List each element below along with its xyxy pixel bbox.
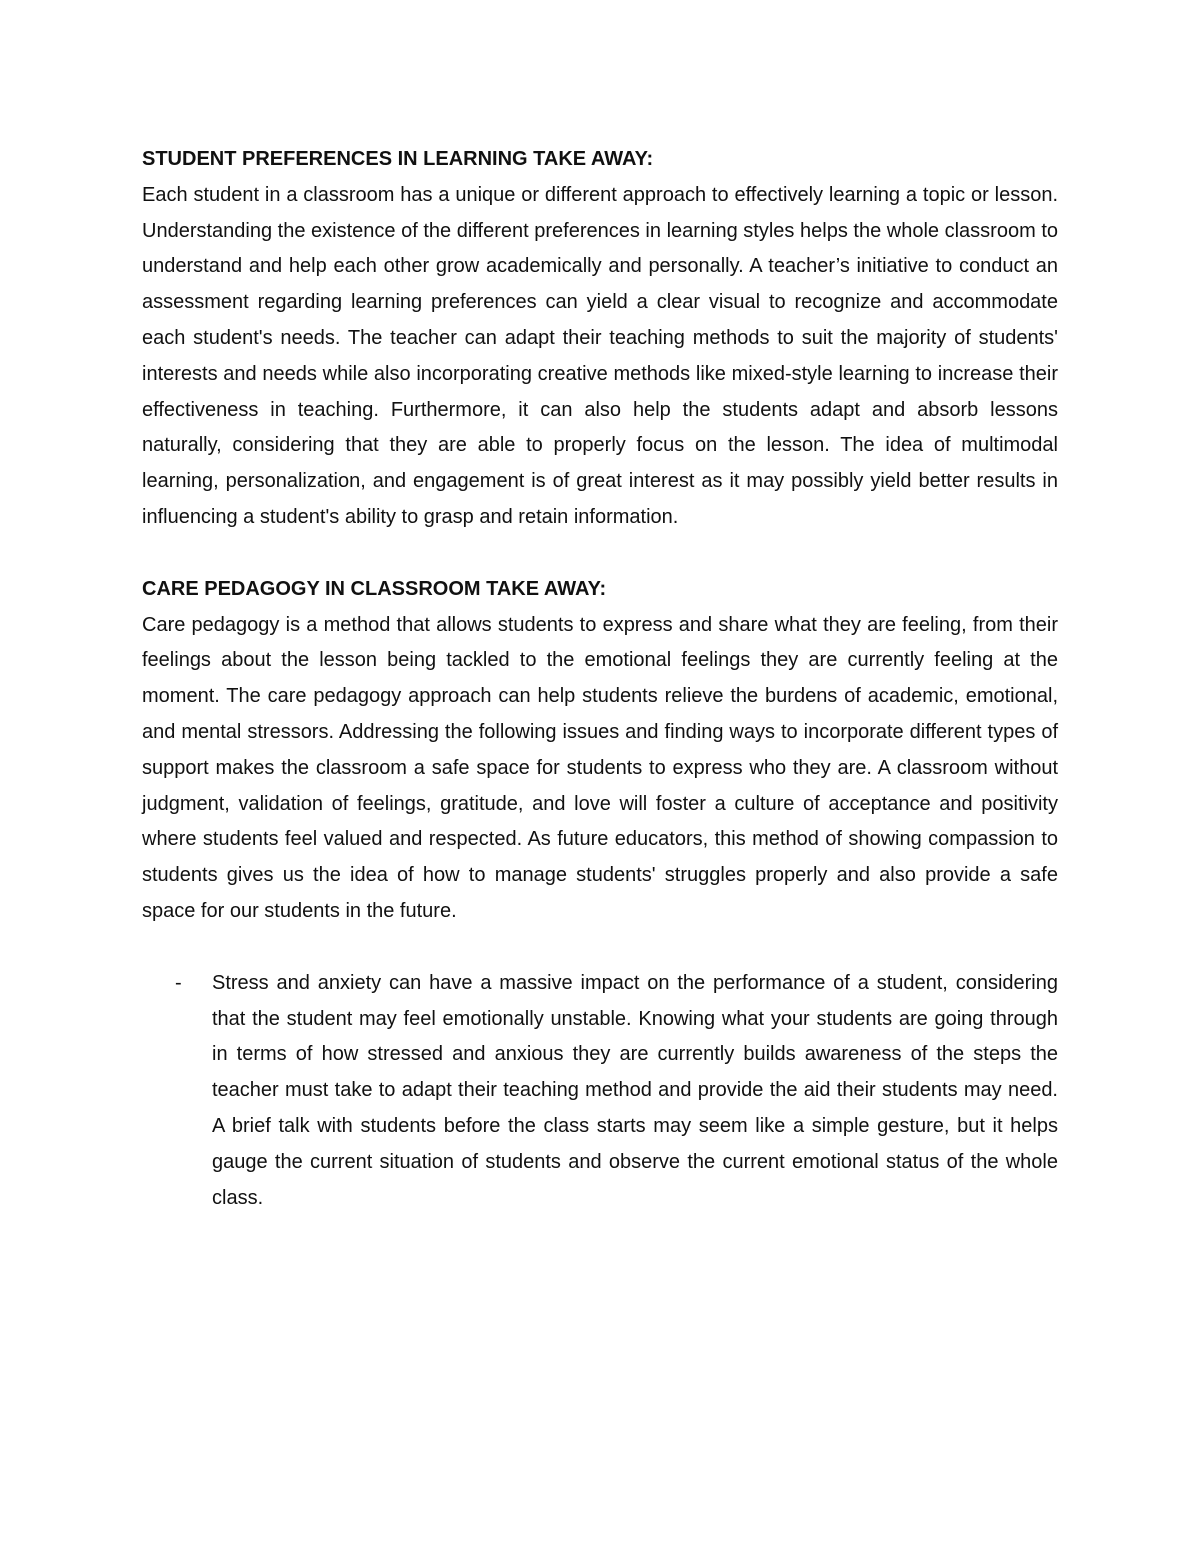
paragraph-spacer (142, 536, 1058, 572)
bullet-list (142, 966, 1058, 1217)
dash-bullet-icon: - (175, 971, 182, 994)
list-item-text: Stress and anxiety can have a massive impact on the performance of a student, considering that the student may feel emotionally unstable. Knowing what your students are going through in terms of how stressed and anxious they are currently builds awareness of the steps the teacher must take to adapt their teaching method and provide the aid their students may need. A brief talk with students before the class starts may seem like a simple gesture, but it helps gauge the current situation of students and observe the current emotional status of the whole class. (212, 971, 1058, 1209)
section-care-pedagogy (142, 572, 1058, 930)
section-student-preferences (142, 142, 1058, 536)
section-body: Care pedagogy is a method that allows students to express and share what they are feeling, from their feelings about the lesson being tackled to the emotional feelings they are currently feeling at the moment. The care pedagogy approach can help students relieve the burdens of academic, emotional, and mental stressors. Addressing the following issues and finding ways to incorporate different types of support makes the classroom a safe space for students to express who they are. A classroom without judgment, validation of feelings, gratitude, and love will foster a culture of acceptance and positivity where students feel valued and respected. As future educators, this method of showing compassion to students gives us the idea of how to manage students' struggles properly and also provide a safe space for our students in the future. (142, 613, 1058, 922)
list-item (142, 966, 1058, 1217)
section-heading: CARE PEDAGOGY IN CLASSROOM TAKE AWAY: (142, 577, 607, 600)
section-heading: STUDENT PREFERENCES IN LEARNING TAKE AWAY: (142, 148, 654, 170)
document-content (142, 142, 1058, 1216)
section-body: Each student in a classroom has a unique or different approach to effectively learning a topic or lesson. Understanding the existence of the different preferences in learning styles helps the whole classroom to understand and help each other grow academically and personally. A teacher’s initiative to conduct an assessment regarding learning preferences can yield a clear visual to recognize and accommodate each student's needs. The teacher can adapt their teaching methods to suit the majority of students' interests and needs while also incorporating creative methods like mixed-style learning to increase their effectiveness in teaching. Furthermore, it can also help the students adapt and absorb lessons naturally, considering that they are able to properly focus on the lesson. The idea of multimodal learning, personalization, and engagement is of great interest as it may possibly yield better results in influencing a student's ability to grasp and retain information. (142, 183, 1058, 528)
